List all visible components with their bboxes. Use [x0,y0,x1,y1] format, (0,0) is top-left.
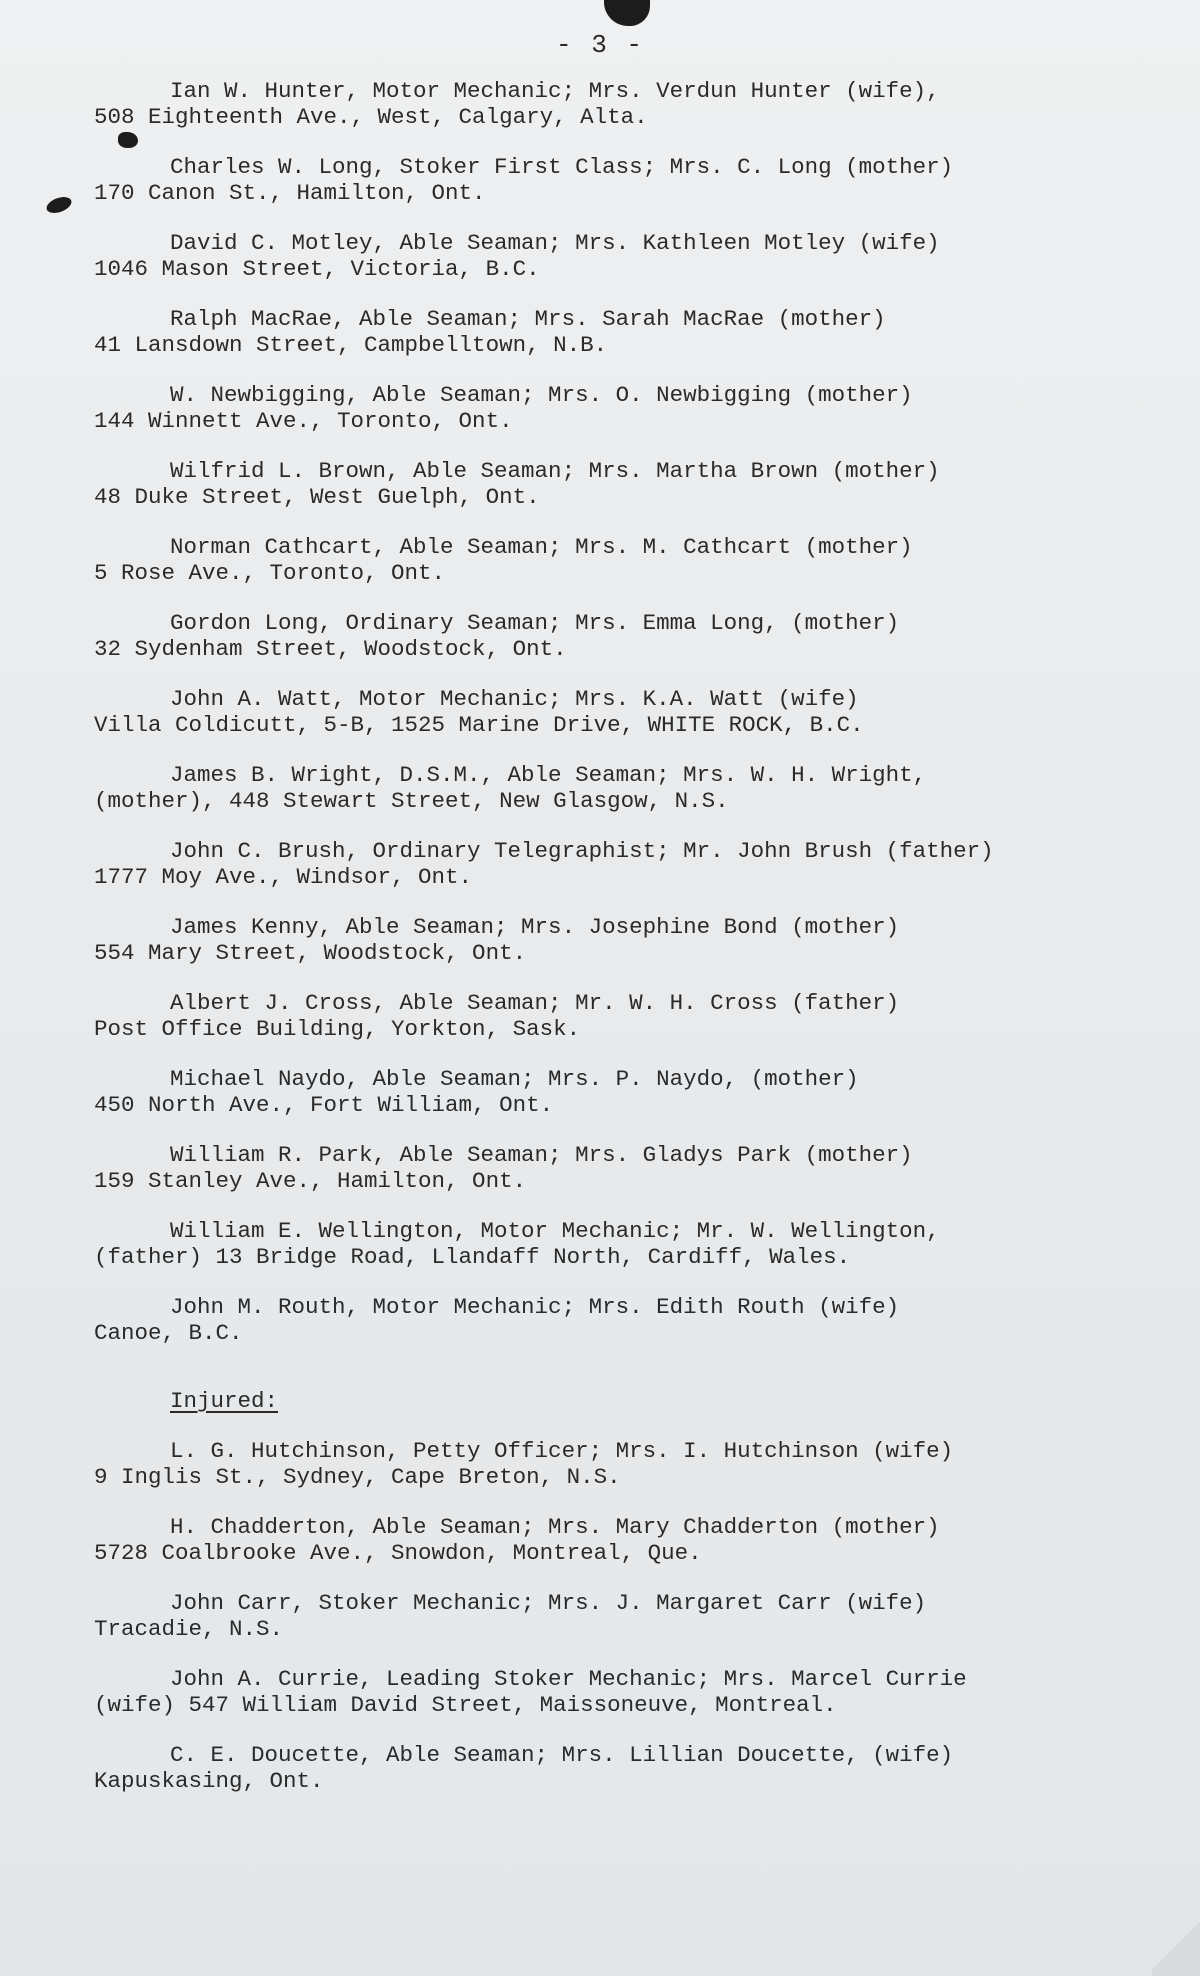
entry-address-line: 554 Mary Street, Woodstock, Ont. [94,940,527,966]
entry-name-line: John A. Watt, Motor Mechanic; Mrs. K.A. Watt (wife) [170,686,859,712]
list-item [94,306,1124,358]
list-item [94,1742,1124,1794]
entry-address-line: 159 Stanley Ave., Hamilton, Ont. [94,1168,527,1194]
entry-address-line: 144 Winnett Ave., Toronto, Ont. [94,408,513,434]
list-item [94,1294,1124,1346]
list-item [94,458,1124,510]
paper-damage-mark [44,194,73,216]
corner-fold [1152,1916,1200,1976]
list-item [94,610,1124,662]
entry-address-line: 41 Lansdown Street, Campbelltown, N.B. [94,332,608,358]
entry-name-line: James B. Wright, D.S.M., Able Seaman; Mrs. W. H. Wright, [170,762,927,788]
entry-address-line: (wife) 547 William David Street, Maissoneuve, Montreal. [94,1692,837,1718]
list-item [94,1142,1124,1194]
entry-name-line: William E. Wellington, Motor Mechanic; Mr. W. Wellington, [170,1218,940,1244]
entry-address-line: 450 North Ave., Fort William, Ont. [94,1092,554,1118]
entry-name-line: John M. Routh, Motor Mechanic; Mrs. Edith Routh (wife) [170,1294,900,1320]
entry-address-line: Villa Coldicutt, 5-B, 1525 Marine Drive, WHITE ROCK, B.C. [94,712,864,738]
document-body [94,78,1124,1818]
injured-heading [94,1388,1124,1414]
list-item [94,990,1124,1042]
list-item [94,534,1124,586]
entry-name-line: Norman Cathcart, Able Seaman; Mrs. M. Cathcart (mother) [170,534,913,560]
list-item [94,78,1124,130]
list-item [94,1066,1124,1118]
entry-name-line: W. Newbigging, Able Seaman; Mrs. O. Newbigging (mother) [170,382,913,408]
entry-name-line: Wilfrid L. Brown, Able Seaman; Mrs. Martha Brown (mother) [170,458,940,484]
list-item [94,154,1124,206]
entry-address-line: (mother), 448 Stewart Street, New Glasgow, N.S. [94,788,729,814]
entry-name-line: H. Chadderton, Able Seaman; Mrs. Mary Chadderton (mother) [170,1514,940,1540]
paper-damage-mark [604,0,650,26]
entry-name-line: Michael Naydo, Able Seaman; Mrs. P. Naydo, (mother) [170,1066,859,1092]
list-item [94,1438,1124,1490]
entry-name-line: John C. Brush, Ordinary Telegraphist; Mr. John Brush (father) [170,838,994,864]
list-item [94,762,1124,814]
list-item [94,1666,1124,1718]
entry-name-line: Ralph MacRae, Able Seaman; Mrs. Sarah MacRae (mother) [170,306,886,332]
entry-address-line: Post Office Building, Yorkton, Sask. [94,1016,581,1042]
entry-address-line: 32 Sydenham Street, Woodstock, Ont. [94,636,567,662]
entry-address-line: 508 Eighteenth Ave., West, Calgary, Alta. [94,104,648,130]
entry-address-line: Canoe, B.C. [94,1320,243,1346]
list-item [94,382,1124,434]
entry-address-line: 5 Rose Ave., Toronto, Ont. [94,560,446,586]
entry-name-line: John Carr, Stoker Mechanic; Mrs. J. Margaret Carr (wife) [170,1590,927,1616]
list-item [94,686,1124,738]
entry-address-line: 5728 Coalbrooke Ave., Snowdon, Montreal, Que. [94,1540,702,1566]
injured-heading-text: Injured: [170,1388,279,1414]
entry-name-line: Charles W. Long, Stoker First Class; Mrs. C. Long (mother) [170,154,954,180]
entry-address-line: 1046 Mason Street, Victoria, B.C. [94,256,540,282]
page-number: - 3 - [555,30,644,60]
entry-address-line: 170 Canon St., Hamilton, Ont. [94,180,486,206]
list-item [94,1590,1124,1642]
entry-name-line: David C. Motley, Able Seaman; Mrs. Kathleen Motley (wife) [170,230,940,256]
entry-name-line: James Kenny, Able Seaman; Mrs. Josephine Bond (mother) [170,914,900,940]
entry-name-line: Ian W. Hunter, Motor Mechanic; Mrs. Verdun Hunter (wife), [170,78,940,104]
entry-name-line: L. G. Hutchinson, Petty Officer; Mrs. I. Hutchinson (wife) [170,1438,954,1464]
entry-name-line: C. E. Doucette, Able Seaman; Mrs. Lillian Doucette, (wife) [170,1742,954,1768]
entry-name-line: Albert J. Cross, Able Seaman; Mr. W. H. Cross (father) [170,990,900,1016]
entry-address-line: 9 Inglis St., Sydney, Cape Breton, N.S. [94,1464,621,1490]
entry-address-line: (father) 13 Bridge Road, Llandaff North, Cardiff, Wales. [94,1244,851,1270]
entry-address-line: 1777 Moy Ave., Windsor, Ont. [94,864,473,890]
injured-list [94,1438,1124,1794]
list-item [94,1218,1124,1270]
list-item [94,914,1124,966]
entry-name-line: William R. Park, Able Seaman; Mrs. Gladys Park (mother) [170,1142,913,1168]
list-item [94,838,1124,890]
casualty-list [94,78,1124,1346]
list-item [94,230,1124,282]
entry-name-line: Gordon Long, Ordinary Seaman; Mrs. Emma Long, (mother) [170,610,900,636]
entry-address-line: Kapuskasing, Ont. [94,1768,324,1794]
entry-address-line: 48 Duke Street, West Guelph, Ont. [94,484,540,510]
entry-address-line: Tracadie, N.S. [94,1616,284,1642]
list-item [94,1514,1124,1566]
entry-name-line: John A. Currie, Leading Stoker Mechanic; Mrs. Marcel Currie [170,1666,967,1692]
